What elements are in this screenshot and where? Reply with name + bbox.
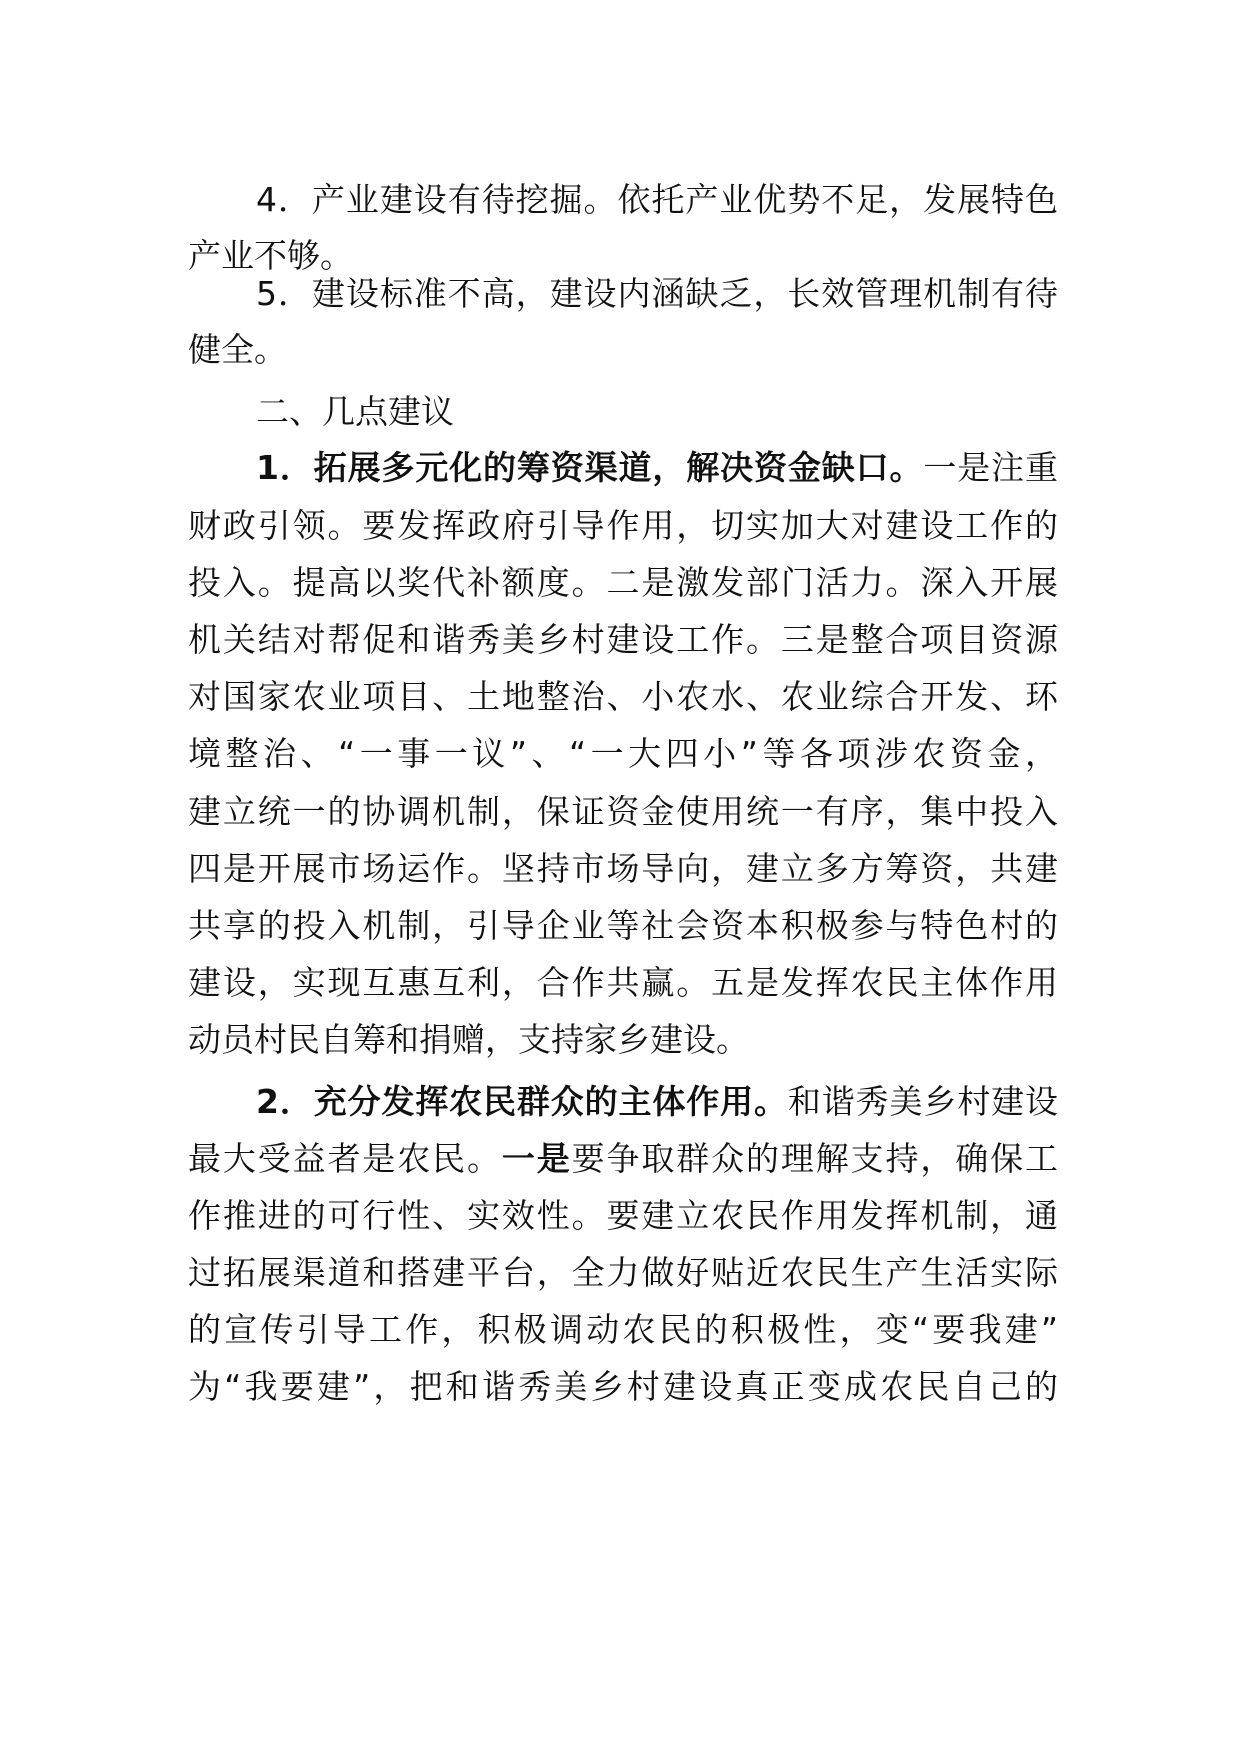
text-run: 境整治、“一事一议”、“一大四小”等各项涉农资金， [188,734,1058,773]
text-run: 和谐秀美乡村建设 [787,1082,1059,1121]
text-run: 四是开展市场运作。坚持市场导向，建立多方筹资，共建 [188,849,1058,888]
text-run: 要争取群众的理解支持，确保工 [571,1139,1058,1178]
suggestion-1-line-1 [256,448,1058,488]
text-run: 4．产业建设有待挖掘。依托产业优势不足，发展特色 [256,180,1058,219]
paragraph-5-line-2 [188,330,287,370]
suggestion-1-line-2 [188,506,1058,546]
suggestion-1-line-9 [188,906,1058,946]
suggestion-1-line-11 [188,1020,749,1060]
suggestion-2-line-6 [188,1367,1058,1407]
suggestion-2-line-4 [188,1253,1058,1293]
text-run: 动员村民自筹和捐赠，支持家乡建设。 [188,1020,749,1059]
suggestion-1-title: 1．拓展多元化的筹资渠道，解决资金缺口。 [256,448,924,487]
paragraph-5-line-1 [256,274,1058,314]
text-run: 共享的投入机制，引导企业等社会资本积极参与特色村的 [188,906,1058,945]
suggestion-1-line-6 [188,734,1058,774]
text-run: 的宣传引导工作，积极调动农民的积极性，变“要我建” [188,1310,1058,1349]
suggestion-1-line-8 [188,849,1058,889]
suggestion-2-line-1 [256,1082,1058,1122]
text-run: 一是注重 [923,448,1059,487]
text-run: 建立统一的协调机制，保证资金使用统一有序，集中投入 [188,792,1058,831]
paragraph-4-line-1 [256,180,1058,220]
suggestion-1-line-5 [188,677,1058,717]
text-run: 最大受益者是农民。 [188,1139,502,1178]
emphasis-text: 一是 [501,1139,572,1178]
text-run: 财政引领。要发挥政府引导作用，切实加大对建设工作的 [188,506,1058,545]
suggestion-2-line-2 [188,1139,1058,1179]
text-run: 5．建设标准不高，建设内涵缺乏，长效管理机制有待 [256,274,1058,313]
suggestion-1-line-10 [188,963,1058,1003]
text-run: 作推进的可行性、实效性。要建立农民作用发挥机制，通 [188,1196,1058,1235]
text-run: 健全。 [188,330,287,369]
suggestion-1-line-3 [188,563,1058,603]
paragraph-4-line-2 [188,236,353,276]
suggestion-1-line-4 [188,620,1058,660]
section-heading [256,392,454,432]
text-run: 投入。提高以奖代补额度。二是激发部门活力。深入开展 [188,563,1058,602]
heading-text: 二、几点建议 [256,392,454,431]
text-run: 建设，实现互惠互利，合作共赢。五是发挥农民主体作用 [188,963,1058,1002]
suggestion-2-line-5 [188,1310,1058,1350]
text-run: 过拓展渠道和搭建平台，全力做好贴近农民生产生活实际 [188,1253,1058,1292]
suggestion-1-line-7 [188,792,1058,832]
text-run: 为“我要建”，把和谐秀美乡村建设真正变成农民自己的 [188,1367,1058,1406]
text-run: 机关结对帮促和谐秀美乡村建设工作。三是整合项目资源 [188,620,1058,659]
suggestion-2-line-3 [188,1196,1058,1236]
suggestion-2-title: 2．充分发挥农民群众的主体作用。 [256,1082,788,1121]
text-run: 对国家农业项目、土地整治、小农水、农业综合开发、环 [188,677,1058,716]
text-run: 产业不够。 [188,236,353,275]
